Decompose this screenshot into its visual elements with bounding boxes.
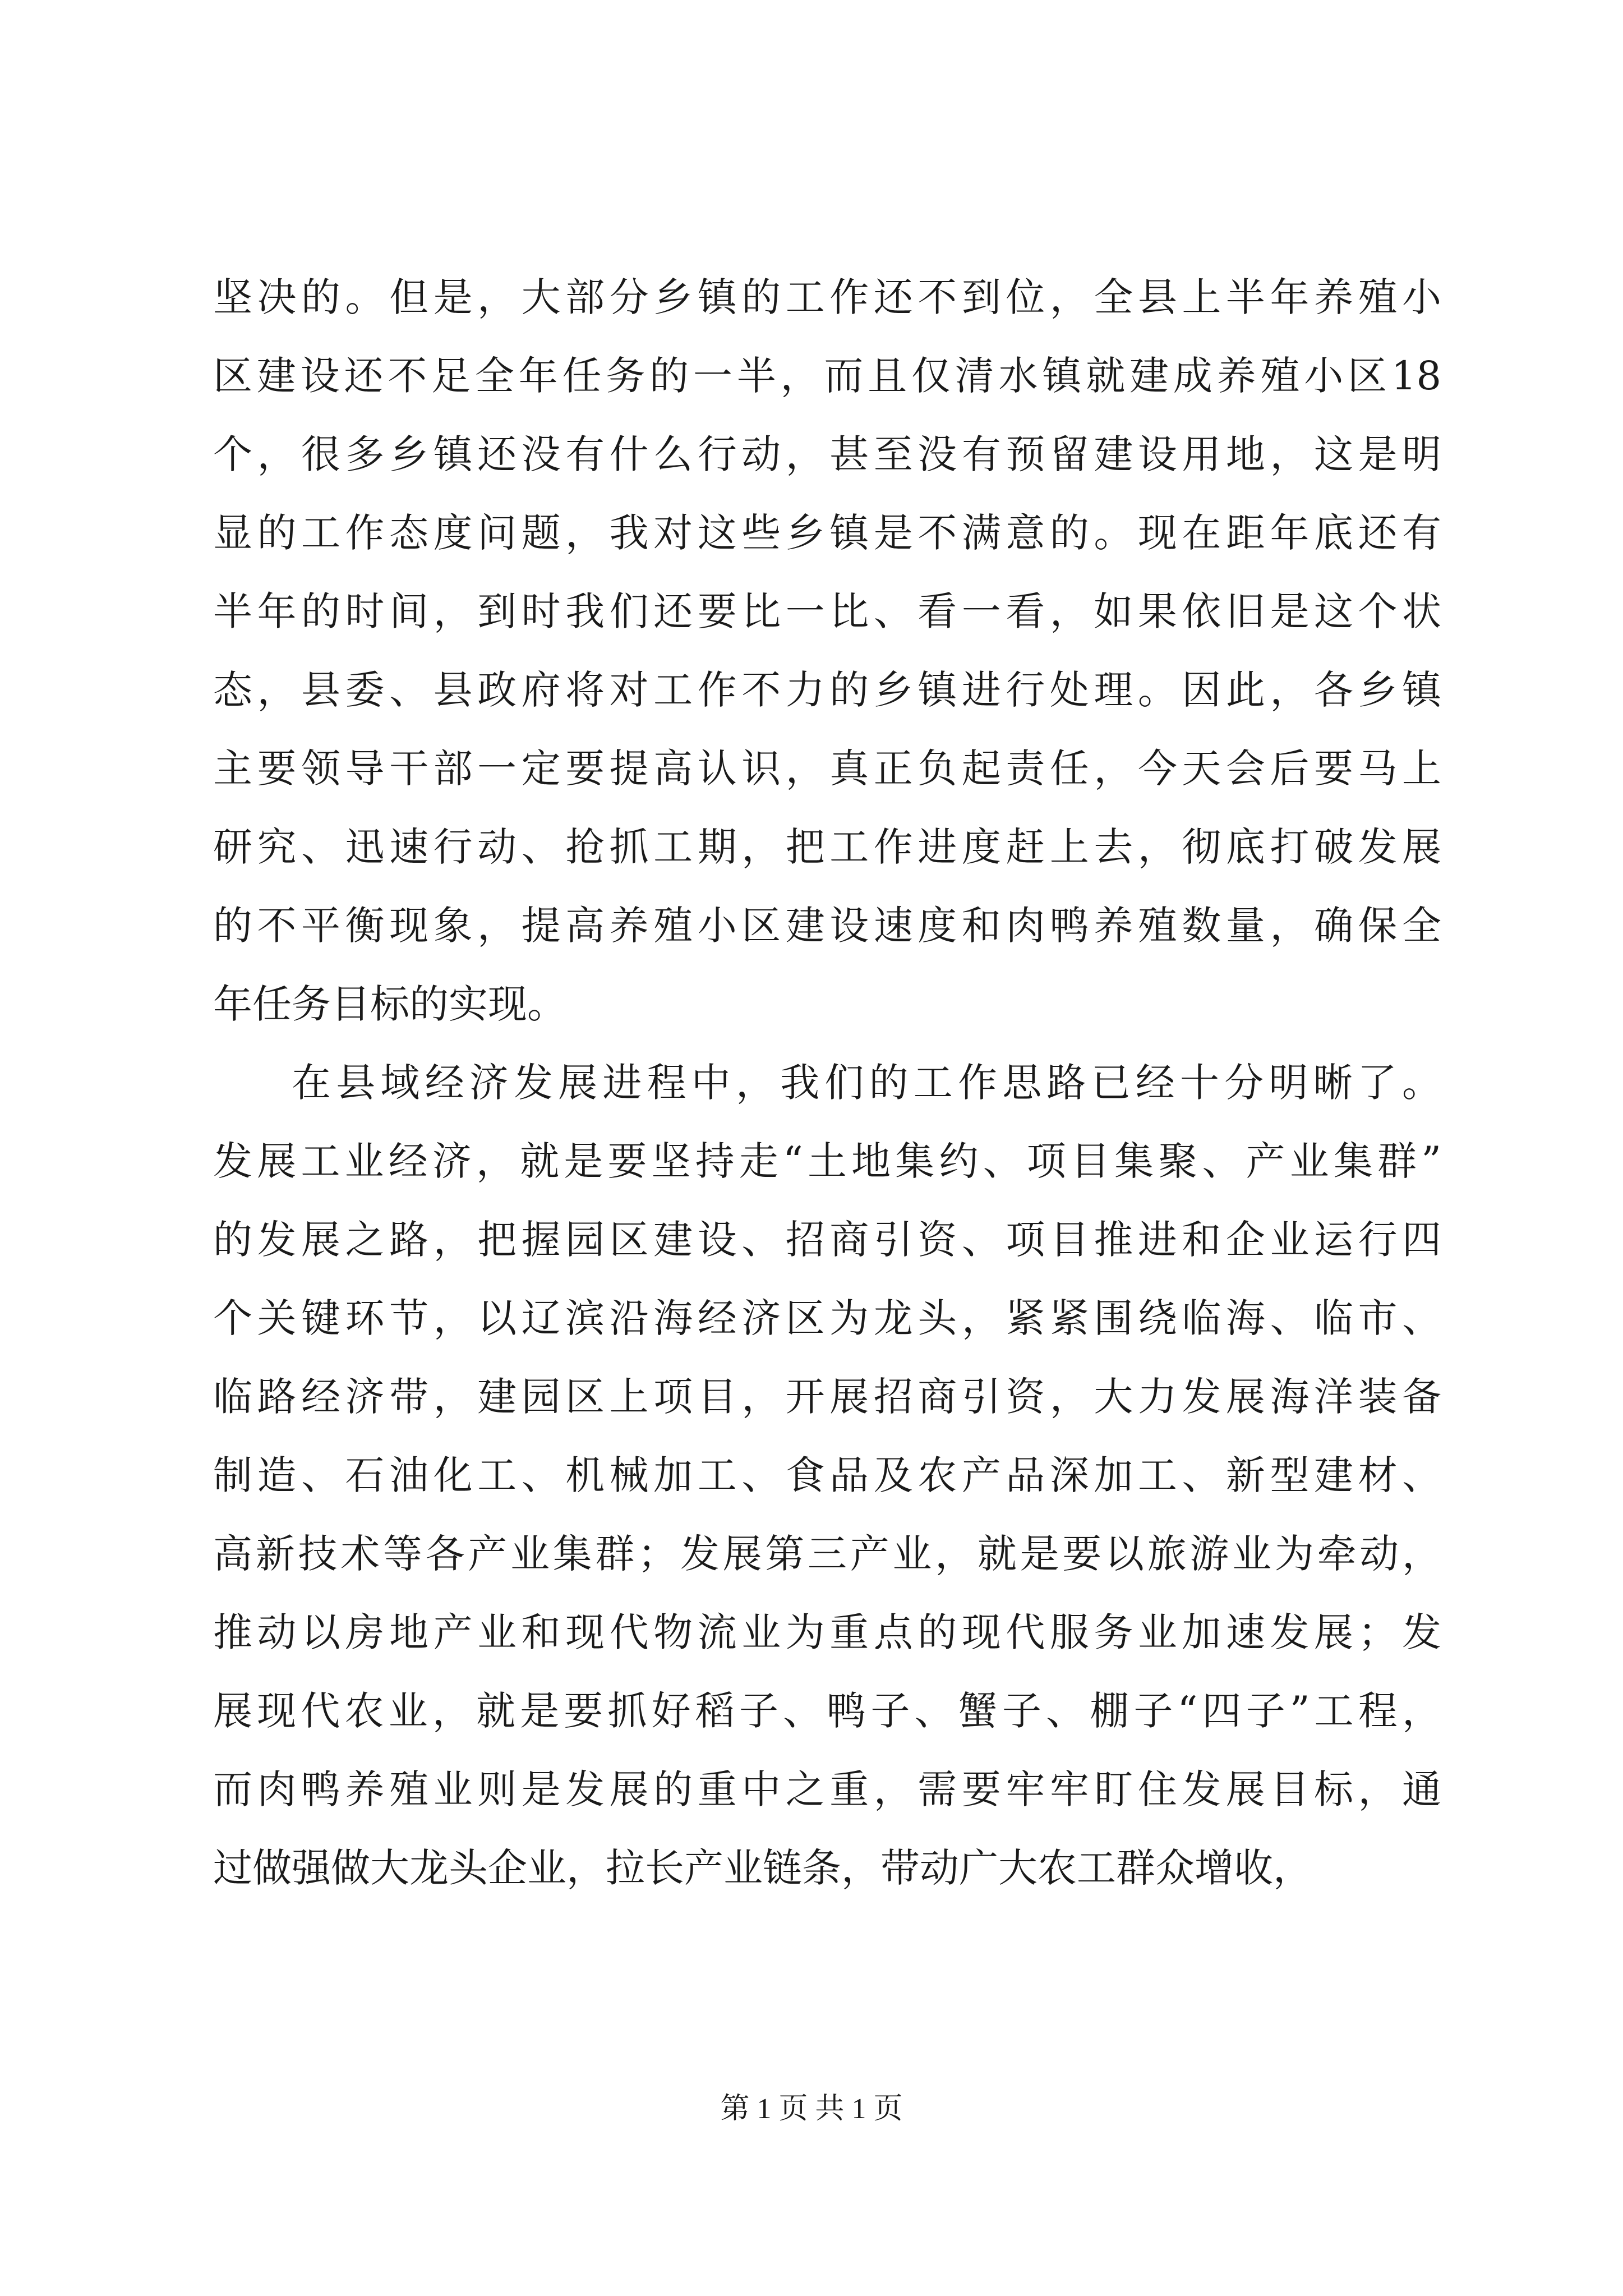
text-line: 研究、迅速行动、抢抓工期，把工作进度赶上去，彻底打破发展 (213, 824, 1441, 870)
text-line: 过做强做大龙头企业，拉长产业链条，带动广大农工群众增收， (213, 1845, 1312, 1891)
text-line: 区建设还不足全年任务的一半，而且仅清水镇就建成养殖小区18 (213, 353, 1441, 399)
text-line: 的发展之路，把握园区建设、招商引资、项目推进和企业运行四 (213, 1217, 1441, 1263)
text-line: 发展工业经济，就是要坚持走“土地集约、项目集聚、产业集群” (213, 1138, 1441, 1184)
paragraph (213, 1043, 1441, 1907)
text-line: 临路经济带，建园区上项目，开展招商引资，大力发展海洋装备 (213, 1374, 1441, 1420)
document-body (213, 258, 1441, 1907)
text-line: 高新技术等各产业集群；发展第三产业，就是要以旅游业为牵动， (213, 1531, 1441, 1577)
page-footer: 第 1 页 共 1 页 (720, 2093, 903, 2125)
text-line: 个关键环节，以辽滨沿海经济区为龙头，紧紧围绕临海、临市、 (213, 1295, 1441, 1341)
text-line: 制造、石油化工、机械加工、食品及农产品深加工、新型建材、 (213, 1452, 1441, 1498)
text-line: 半年的时间，到时我们还要比一比、看一看，如果依旧是这个状 (213, 588, 1441, 634)
paragraph (213, 258, 1441, 1043)
text-line: 显的工作态度问题，我对这些乡镇是不满意的。现在距年底还有 (213, 510, 1441, 556)
text-line: 在县域经济发展进程中，我们的工作思路已经十分明晰了。 (292, 1060, 1441, 1106)
text-line: 的不平衡现象，提高养殖小区建设速度和肉鸭养殖数量，确保全 (213, 903, 1441, 949)
text-line: 态，县委、县政府将对工作不力的乡镇进行处理。因此，各乡镇 (213, 667, 1441, 713)
text-line: 主要领导干部一定要提高认识，真正负起责任，今天会后要马上 (213, 746, 1441, 792)
text-line: 展现代农业，就是要抓好稻子、鸭子、蟹子、棚子“四子”工程， (213, 1688, 1441, 1734)
text-line: 坚决的。但是，大部分乡镇的工作还不到位，全县上半年养殖小 (213, 274, 1441, 320)
text-line: 个，很多乡镇还没有什么行动，甚至没有预留建设用地，这是明 (213, 431, 1441, 477)
text-line: 年任务目标的实现。 (213, 981, 566, 1027)
text-line: 而肉鸭养殖业则是发展的重中之重，需要牢牢盯住发展目标，通 (213, 1766, 1441, 1812)
text-line: 推动以房地产业和现代物流业为重点的现代服务业加速发展；发 (213, 1609, 1441, 1655)
